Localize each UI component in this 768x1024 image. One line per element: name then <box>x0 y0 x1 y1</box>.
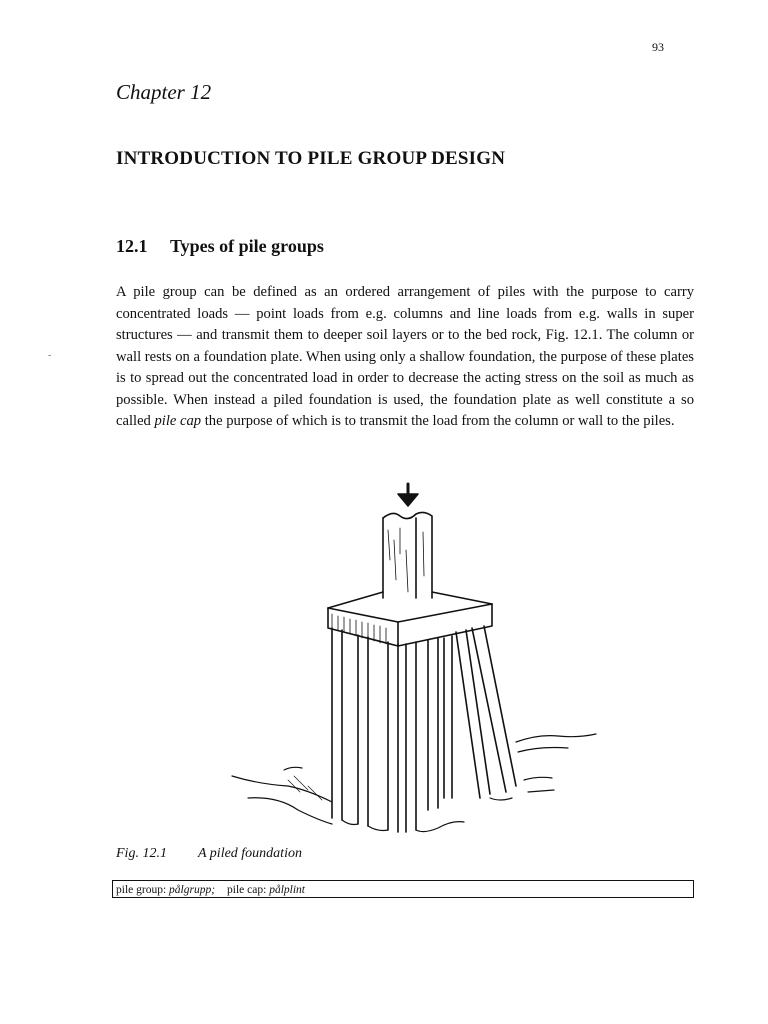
section-title: Types of pile groups <box>170 236 324 256</box>
piled-foundation-figure <box>228 480 600 840</box>
body-paragraph <box>116 282 694 433</box>
glossary-term2-en: pile cap: <box>227 884 267 896</box>
glossary-term1-en: pile group: <box>116 884 167 896</box>
section-heading <box>116 236 324 257</box>
figure-caption <box>116 846 302 862</box>
glossary-term1-sv: pålgrupp; <box>169 884 216 896</box>
body-text-part1: A pile group can be defined as an ordered arrangement of piles with the purpose to carry concentrated loads — point loads from e.g. columns and line loads from e.g. walls in super structures — and transmit them to deeper soil layers or to the bed rock, Fig. 12.1. The column or wall rests on a foundation plate. When using only a shallow foundation, the purpose of these plates is to spread out the concentrated load in order to decrease the acting stress on the soil as much as possible. When instead a piled foundation is used, the foundation plate as well constitute a so called <box>116 284 694 429</box>
figure-caption-text: A piled foundation <box>198 846 302 861</box>
raked-piles <box>456 626 516 798</box>
chapter-label: Chapter 12 <box>116 80 212 104</box>
page-number: 93 <box>652 40 664 54</box>
column-shape <box>383 512 432 598</box>
glossary-box <box>112 880 694 898</box>
piled-foundation-drawing <box>228 480 600 840</box>
ground-lines <box>232 734 596 832</box>
chapter-title: INTRODUCTION TO PILE GROUP DESIGN <box>116 148 506 169</box>
section-number: 12.1 <box>116 236 148 256</box>
margin-mark: - <box>48 350 52 361</box>
vertical-piles <box>332 628 452 832</box>
body-emphasis: pile cap <box>154 413 202 429</box>
glossary-term2-sv: pålplint <box>269 884 305 896</box>
figure-number: Fig. 12.1 <box>116 846 167 861</box>
body-text-part2: the purpose of which is to transmit the load from the column or wall to the piles. <box>201 413 675 429</box>
load-arrow-icon <box>398 484 418 506</box>
